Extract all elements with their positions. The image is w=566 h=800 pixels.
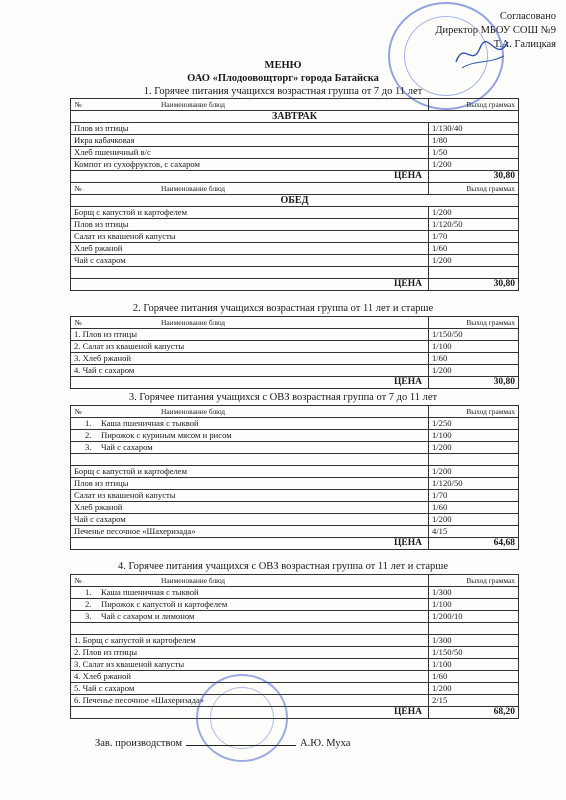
table-row [71, 647, 519, 659]
section-3-heading: 3. Горячее питания учащихся с ОВЗ возрастная группа от 7 до 11 лет [128, 392, 438, 403]
price-value: 64,68 [429, 538, 519, 550]
dish-weight: 1/100 [429, 430, 519, 442]
dish-weight: 1/200 [429, 255, 519, 267]
approval-line-3: Т.А. Галицкая [493, 39, 556, 50]
table-row [71, 635, 519, 647]
dish-weight: 1/60 [429, 502, 519, 514]
table-row [71, 490, 519, 502]
dish-name: 3. Хлеб ржаной [71, 353, 429, 365]
table-row [71, 255, 519, 267]
dish-name: Чай с сахаром и лимоном [101, 611, 195, 621]
dish-name: Плов из птицы [71, 219, 429, 231]
blank-row [71, 623, 519, 635]
dish-name: Чай с сахаром [71, 255, 429, 267]
dish-weight: 1/50 [429, 147, 519, 159]
breakfast-label: ЗАВТРАК [71, 111, 519, 123]
dish-weight: 1/300 [429, 635, 519, 647]
dish-weight: 1/120/50 [429, 219, 519, 231]
dish-weight: 1/70 [429, 231, 519, 243]
dish-number: 3. [85, 611, 92, 621]
dish-name: 4. Хлеб ржаной [71, 671, 429, 683]
dish-weight: 1/100 [429, 599, 519, 611]
table-row [71, 231, 519, 243]
dish-number: 2. [85, 599, 92, 609]
col-name-header: Наименование блюд [161, 318, 226, 327]
table-row [71, 526, 519, 538]
blank-row [71, 454, 519, 466]
table-row [71, 135, 519, 147]
dish-name: Плов из птицы [71, 123, 429, 135]
table-row [71, 611, 519, 623]
dish-weight: 1/200 [429, 442, 519, 454]
dish-weight: 1/60 [429, 243, 519, 255]
dish-name: Каша пшеничная с тыквой [101, 587, 199, 597]
dish-name: 4. Чай с сахаром [71, 365, 429, 377]
table-header-row [71, 183, 519, 195]
table-row [71, 207, 519, 219]
dish-weight: 1/60 [429, 353, 519, 365]
dish-name: Каша пшеничная с тыквой [101, 418, 199, 428]
col-weight-header: Выход граммах [429, 183, 519, 195]
price-value: 68,20 [429, 707, 519, 719]
table-row [71, 243, 519, 255]
price-label: ЦЕНА [71, 279, 429, 291]
section-4-heading: 4. Горячее питания учащихся с ОВЗ возрастная группа от 11 лет и старше [117, 561, 449, 572]
col-no-header: № [74, 407, 82, 416]
dish-number: 1. [85, 418, 92, 428]
col-weight-header: Выход граммах [429, 99, 519, 111]
dish-weight: 4/15 [429, 526, 519, 538]
approval-line-1: Согласовано [499, 11, 556, 22]
table-row [71, 659, 519, 671]
price-label: ЦЕНА [71, 377, 429, 389]
section-4-table [70, 574, 519, 719]
dish-name: Борщ с капустой и картофелем [71, 207, 429, 219]
col-no-header: № [74, 100, 82, 109]
dish-weight: 1/60 [429, 671, 519, 683]
col-no-header: № [74, 576, 82, 585]
dish-name: Хлеб пшеничный в/с [71, 147, 429, 159]
section-1-table [70, 98, 519, 291]
col-weight-header: Выход граммах [429, 317, 519, 329]
table-row [71, 123, 519, 135]
table-row [71, 341, 519, 353]
table-row [71, 695, 519, 707]
dish-name: Салат из квашеной капусты [71, 231, 429, 243]
table-row [71, 219, 519, 231]
dish-number: 3. [85, 442, 92, 452]
dish-weight: 1/300 [429, 587, 519, 599]
dish-name: Борщ с капустой и картофелем [71, 466, 429, 478]
dish-weight: 1/200/10 [429, 611, 519, 623]
dish-weight: 1/200 [429, 466, 519, 478]
dish-weight: 1/200 [429, 514, 519, 526]
table-row [71, 365, 519, 377]
meal-row [71, 111, 519, 123]
section-3-table [70, 405, 519, 550]
col-name-header: Наименование блюд [161, 184, 226, 193]
table-row [71, 430, 519, 442]
table-row [71, 159, 519, 171]
table-row [71, 671, 519, 683]
dish-weight: 1/250 [429, 418, 519, 430]
dish-name: Чай с сахаром [71, 514, 429, 526]
dish-name: 1. Плов из птицы [71, 329, 429, 341]
table-header-row [71, 575, 519, 587]
dish-weight: 1/150/50 [429, 329, 519, 341]
dish-weight: 2/15 [429, 695, 519, 707]
dish-weight: 1/150/50 [429, 647, 519, 659]
price-label: ЦЕНА [71, 707, 429, 719]
table-row [71, 587, 519, 599]
dish-number: 2. [85, 430, 92, 440]
price-value: 30,80 [429, 279, 519, 291]
dish-name: Икра кабачковая [71, 135, 429, 147]
section-2-heading: 2. Горячее питания учащихся возрастная группа от 11 лет и старше [132, 303, 434, 314]
lunch-label: ОБЕД [71, 195, 519, 207]
approval-line-2: Директор МБОУ СОШ №9 [435, 25, 556, 36]
price-row [71, 707, 519, 719]
signature-line [186, 745, 296, 746]
col-name-header: Наименование блюд [161, 100, 226, 109]
table-header-row [71, 99, 519, 111]
footer-name: А.Ю. Муха [300, 738, 351, 749]
dish-weight: 1/80 [429, 135, 519, 147]
dish-weight: 1/200 [429, 365, 519, 377]
price-label: ЦЕНА [71, 171, 429, 183]
dish-name: 2. Салат из квашеной капусты [71, 341, 429, 353]
dish-name: 6. Печенье песочное «Шахеризада» [71, 695, 429, 707]
dish-weight: 1/120/50 [429, 478, 519, 490]
table-row [71, 442, 519, 454]
blank-row [71, 267, 519, 279]
dish-name: Салат из квашеной капусты [71, 490, 429, 502]
dish-weight: 1/200 [429, 159, 519, 171]
dish-name: Плов из птицы [71, 478, 429, 490]
table-row [71, 418, 519, 430]
table-row [71, 353, 519, 365]
dish-weight: 1/130/40 [429, 123, 519, 135]
footer-signature [95, 738, 350, 749]
col-weight-header: Выход граммах [429, 406, 519, 418]
dish-name: Хлеб ржаной [71, 502, 429, 514]
col-no-header: № [74, 318, 82, 327]
table-row [71, 466, 519, 478]
dish-name: 5. Чай с сахаром [71, 683, 429, 695]
price-row [71, 279, 519, 291]
table-row [71, 514, 519, 526]
table-row [71, 329, 519, 341]
price-row [71, 171, 519, 183]
dish-name: 1. Борщ с капустой и картофелем [71, 635, 429, 647]
dish-name: Печенье песочное «Шахеризада» [71, 526, 429, 538]
footer-position: Зав. производством [95, 738, 183, 749]
price-row [71, 538, 519, 550]
dish-weight: 1/200 [429, 683, 519, 695]
document-title: МЕНЮ [264, 60, 302, 71]
price-row [71, 377, 519, 389]
price-value: 30,80 [429, 171, 519, 183]
dish-weight: 1/100 [429, 341, 519, 353]
dish-number: 1. [85, 587, 92, 597]
dish-name: Компот из сухофруктов, с сахаром [71, 159, 429, 171]
dish-name: Хлеб ржаной [71, 243, 429, 255]
dish-name: Пирожок с капустой и картофелем [101, 599, 228, 609]
dish-name: 3. Салат из квашеной капусты [71, 659, 429, 671]
table-row [71, 683, 519, 695]
col-no-header: № [74, 184, 82, 193]
col-name-header: Наименование блюд [161, 407, 226, 416]
table-row [71, 502, 519, 514]
price-label: ЦЕНА [71, 538, 429, 550]
table-row [71, 478, 519, 490]
section-2-table [70, 316, 519, 389]
table-row [71, 147, 519, 159]
section-1-heading: 1. Горячее питания учащихся возрастная группа от 7 до 11 лет [143, 86, 423, 97]
table-header-row [71, 406, 519, 418]
col-weight-header: Выход граммах [429, 575, 519, 587]
dish-weight: 1/200 [429, 207, 519, 219]
table-header-row [71, 317, 519, 329]
dish-weight: 1/100 [429, 659, 519, 671]
col-name-header: Наименование блюд [161, 576, 226, 585]
dish-name: Чай с сахаром [101, 442, 153, 452]
organization-title: ОАО «Плодоовощторг» города Батайска [187, 73, 379, 84]
table-row [71, 599, 519, 611]
dish-weight: 1/70 [429, 490, 519, 502]
meal-row [71, 195, 519, 207]
price-value: 30,80 [429, 377, 519, 389]
dish-name: 2. Плов из птицы [71, 647, 429, 659]
dish-name: Пирожок с куриным мясом и рисом [101, 430, 232, 440]
